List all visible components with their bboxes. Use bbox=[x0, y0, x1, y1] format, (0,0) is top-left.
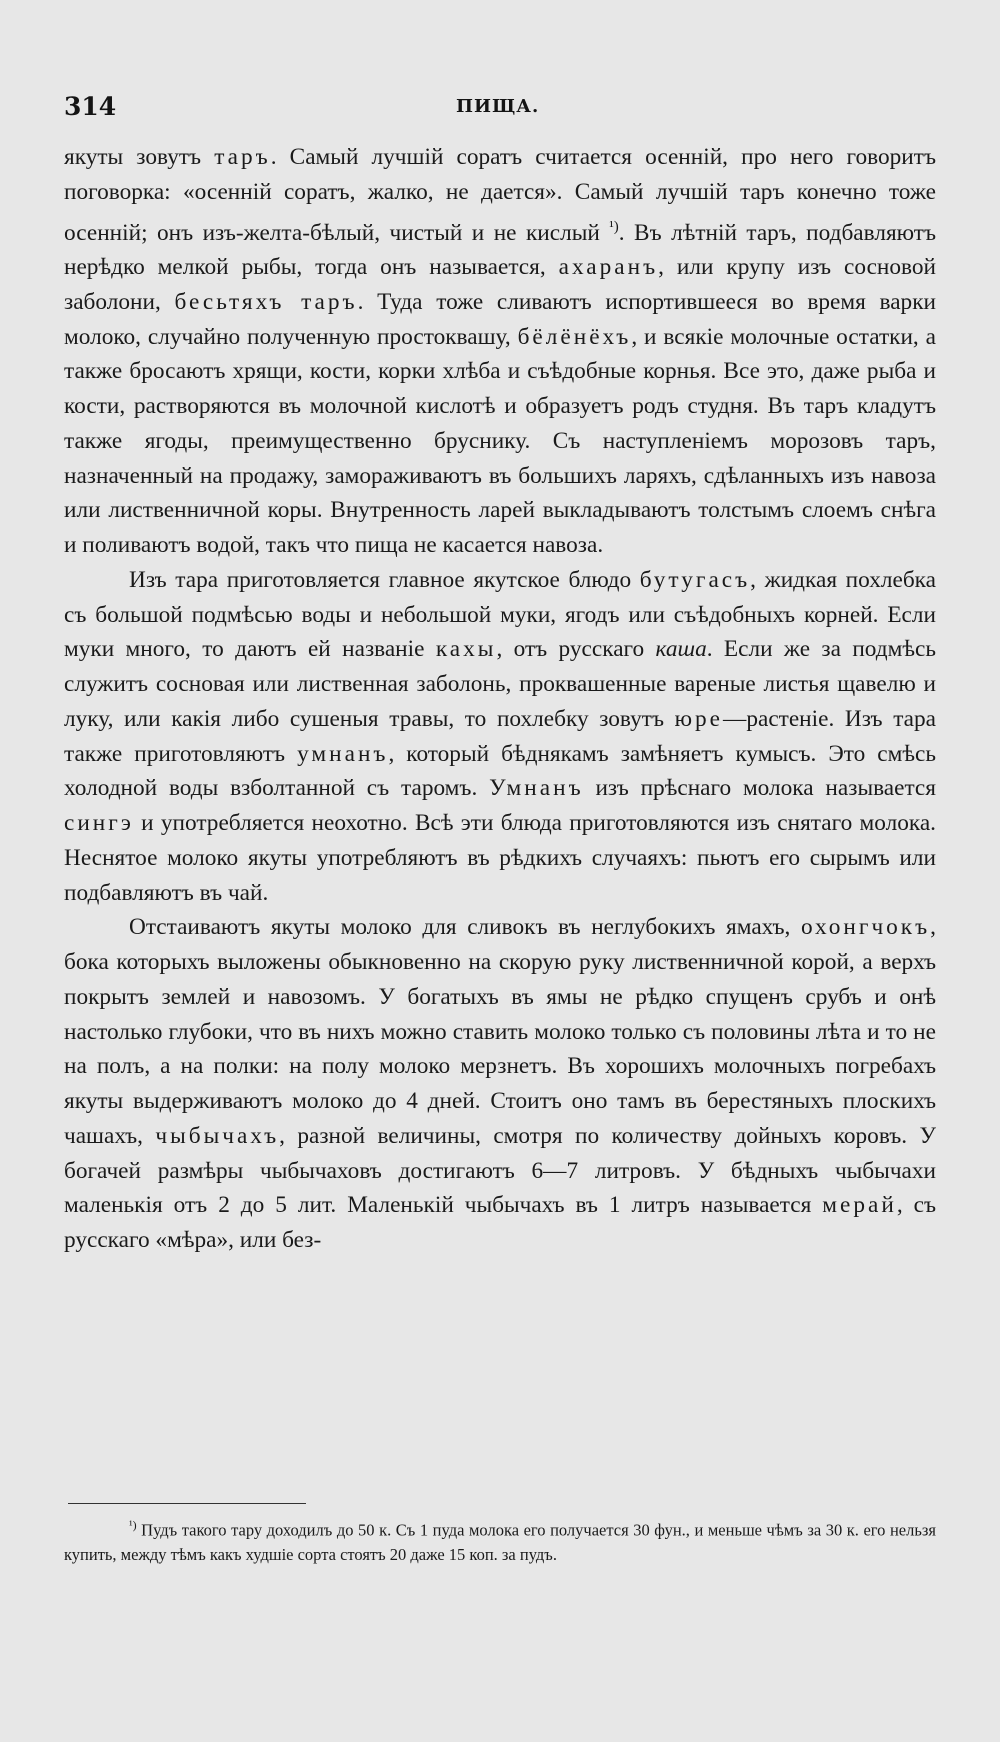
term-umnan: умнанъ bbox=[297, 740, 389, 767]
term-butugas: бутугасъ bbox=[639, 566, 751, 593]
term-chybychakh: чыбычахъ bbox=[155, 1122, 280, 1149]
footnote-divider bbox=[68, 1503, 306, 1504]
term-besyatyakh-tar: бесьтяхъ таръ bbox=[174, 288, 358, 315]
term-meray: мерай bbox=[822, 1192, 897, 1219]
footnote-text: Пудъ такого тару доходилъ до 50 к. Съ 1 пуда молока его получается 30 фун., и меньше чѣмъ за 30 к. его нельзя купить, между тѣмъ какъ худшіе сорта стоятъ 20 даже 15 коп. за пудъ. bbox=[64, 1520, 936, 1564]
running-title: ПИЩА. bbox=[456, 96, 540, 117]
page-header bbox=[64, 92, 936, 128]
paragraph-2: Изъ тара приготовляется главное якутское блюдо бутугасъ, жидкая похлебка съ большой подмѣсью воды и небольшой муки, ягодъ или съѣдобныхъ корней. Если муки много, то даютъ ей названіе кахы, отъ русскаго каша. Если же за подмѣсь служитъ сосновая или лиственная заболонь, проквашенные вареные листья щавелю и луку, или какія либо сушеныя травы, то похлебку зовутъ юре—растеніе. Изъ тара также приготовляютъ умнанъ, который бѣднякамъ замѣняетъ кумысъ. Это смѣсь холодной воды взболтанной съ таромъ. Умнанъ изъ прѣснаго молока называется сингэ и употребляется неохотно. Всѣ эти блюда приготовляются изъ снятаго молока. Неснятое молоко якуты употребляютъ въ рѣдкихъ случаяхъ: пьютъ его сырымъ или подбавляютъ въ чай. bbox=[64, 566, 936, 906]
footnote-1 bbox=[64, 1513, 936, 1567]
term-aharan: ахаранъ bbox=[558, 254, 659, 281]
term-tar: таръ bbox=[214, 144, 271, 170]
footnotes bbox=[64, 1513, 936, 1567]
term-kakhy: кахы bbox=[435, 636, 497, 663]
main-text bbox=[64, 140, 936, 1258]
term-okhongchok: охонгчокъ bbox=[800, 914, 931, 941]
term-bolonokh: бёлёнёхъ bbox=[517, 323, 632, 350]
term-singe: сингэ bbox=[64, 810, 134, 837]
term-kasha: каша bbox=[655, 636, 707, 663]
footnote-ref[interactable]: ¹) bbox=[609, 218, 619, 235]
paragraph-1: якуты зовутъ таръ. Самый лучшій соратъ считается осенній, про него говоритъ поговорка: «осенній соратъ, жалко, не дается». Самый лучшій таръ конечно тоже осенній; онъ изъ-желта-бѣлый, чистый и не кислый $^{^1)}$. Въ лѣтній таръ, подбавляютъ нерѣдко мелкой рыбы, тогда онъ называется, ахаранъ, или крупу изъ сосновой заболони, бесьтяхъ таръ. Туда тоже сливаютъ испортившееся во время варки молоко, случайно полученную простоквашу, бёлёнёхъ, и всякіе молочные остатки, а также бросаютъ хрящи, кости, корки хлѣба и съѣдобные корнья. Все это, даже рыба и кости, растворяются въ молочной кислотѣ и образуетъ родъ студня. Въ таръ кладутъ также ягоды, преимущественно бруснику. Съ наступленіемъ морозовъ таръ, назначенный на продажу, замораживаютъ въ большихъ ларяхъ, сдѣланныхъ изъ навоза или лиственничной коры. Внутренность ларей выкладываютъ толстымъ слоемъ снѣга и поливаютъ водой, такъ что пища не касается навоза. bbox=[64, 144, 936, 559]
paragraph-3: Отстаиваютъ якуты молоко для сливокъ въ неглубокихъ ямахъ, охонгчокъ, бока которыхъ выложены обыкновенно на скорую руку лиственничной корой, а верхъ покрытъ землей и навозомъ. У богатыхъ въ ямы не рѣдко спущенъ срубъ и онѣ настолько глубоки, что въ нихъ можно ставить молоко только съ половины лѣта и то не на полъ, а на полки: на полу молоко мерзнетъ. Въ хорошихъ молочныхъ погребахъ якуты выдерживаютъ молоко до 4 дней. Стоитъ оно тамъ въ берестяныхъ плоскихъ чашахъ, чыбычахъ, разной величины, смотря по количеству дойныхъ коровъ. У богачей размѣры чыбычаховъ достигаютъ 6—7 литровъ. У бѣдныхъ чыбычахи маленькія отъ 2 до 5 лит. Маленькій чыбычахъ въ 1 литръ называется мерай, съ русскаго «мѣра», или без- bbox=[64, 914, 936, 1254]
term-yure: юре bbox=[674, 705, 724, 732]
term-umnan-2: Умнанъ bbox=[489, 775, 584, 802]
page-number: 314 bbox=[64, 92, 117, 121]
footnote-marker: ¹) bbox=[129, 1518, 137, 1532]
